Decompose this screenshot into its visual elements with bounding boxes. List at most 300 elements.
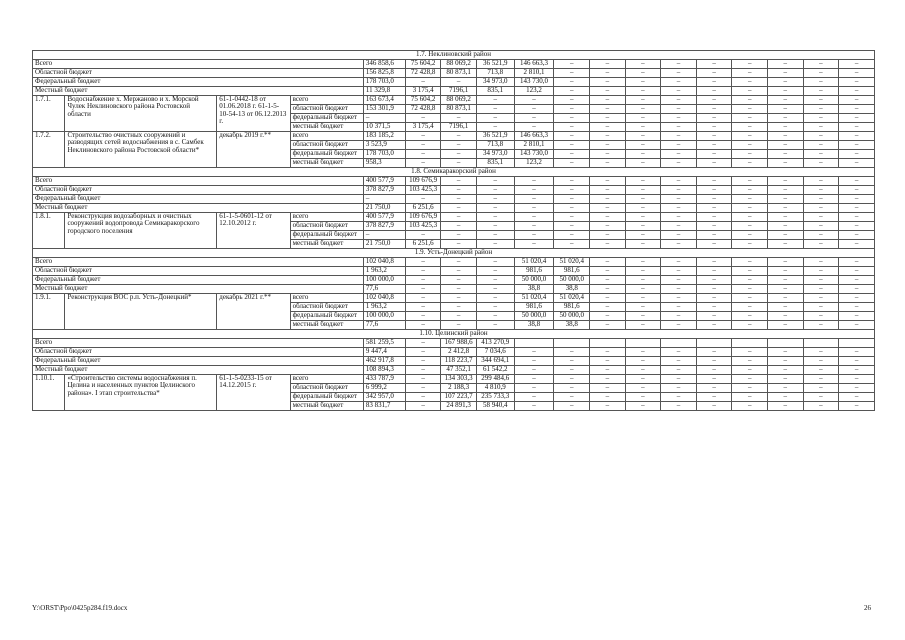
- total-label: Всего: [33, 177, 364, 186]
- section-title: 1.8. Семикаракорский район: [33, 168, 875, 177]
- total-value: –: [732, 276, 768, 285]
- total-value: –: [405, 285, 441, 294]
- project-value: –: [696, 96, 732, 105]
- section-total-row: [33, 285, 875, 294]
- project-value: –: [696, 141, 732, 150]
- total-value: 413 270,9: [476, 339, 514, 348]
- total-value: –: [732, 267, 768, 276]
- project-value: –: [554, 159, 590, 168]
- total-value: –: [441, 285, 477, 294]
- project-value: 153 301,9: [363, 105, 405, 114]
- project-value: –: [590, 159, 626, 168]
- project-value: –: [590, 294, 626, 303]
- project-value: 4 810,9: [476, 384, 514, 393]
- project-value: –: [514, 213, 554, 222]
- funding-source: местный бюджет: [290, 159, 363, 168]
- project-value: –: [514, 240, 554, 249]
- total-value: 77,6: [363, 285, 405, 294]
- project-value: –: [590, 132, 626, 141]
- total-value: 981,6: [554, 267, 590, 276]
- total-value: –: [732, 60, 768, 69]
- total-value: 80 873,1: [441, 69, 477, 78]
- project-value: 36 521,9: [476, 132, 514, 141]
- total-value: –: [405, 78, 441, 87]
- project-value: –: [405, 402, 441, 411]
- project-value: –: [767, 105, 803, 114]
- project-value: –: [590, 240, 626, 249]
- total-value: –: [441, 195, 477, 204]
- funding-source: областной бюджет: [290, 222, 363, 231]
- project-value: –: [732, 141, 768, 150]
- total-value: 1 963,2: [363, 267, 405, 276]
- project-value: 88 069,2: [441, 96, 477, 105]
- total-label: Местный бюджет: [33, 87, 364, 96]
- total-value: –: [696, 204, 732, 213]
- total-value: 34 973,0: [476, 78, 514, 87]
- total-value: –: [590, 366, 626, 375]
- project-value: –: [803, 114, 839, 123]
- project-value: –: [661, 132, 697, 141]
- total-value: 108 894,3: [363, 366, 405, 375]
- project-value: –: [803, 222, 839, 231]
- project-value: –: [732, 294, 768, 303]
- total-value: –: [696, 78, 732, 87]
- total-value: –: [803, 195, 839, 204]
- project-value: –: [363, 114, 405, 123]
- total-value: –: [839, 258, 875, 267]
- total-value: –: [661, 285, 697, 294]
- total-value: –: [803, 285, 839, 294]
- total-value: 51 020,4: [554, 258, 590, 267]
- total-value: –: [476, 177, 514, 186]
- total-value: –: [590, 267, 626, 276]
- project-value: –: [661, 96, 697, 105]
- total-value: –: [625, 267, 661, 276]
- project-value: –: [732, 213, 768, 222]
- project-value: –: [839, 231, 875, 240]
- project-value: 178 703,0: [363, 150, 405, 159]
- project-name: Строительство очистных сооружений и разводящих сетей водоснабжения в с. Самбек Неклиновского района Ростовской области*: [65, 132, 217, 168]
- total-value: 51 020,4: [514, 258, 554, 267]
- total-value: [839, 339, 875, 348]
- total-value: 123,2: [514, 87, 554, 96]
- total-value: –: [767, 87, 803, 96]
- project-value: –: [839, 393, 875, 402]
- total-value: –: [625, 69, 661, 78]
- project-value: 109 676,9: [405, 213, 441, 222]
- total-value: –: [590, 177, 626, 186]
- project-value: –: [767, 375, 803, 384]
- total-value: –: [839, 267, 875, 276]
- project-value: 3 523,9: [363, 141, 405, 150]
- total-value: –: [590, 78, 626, 87]
- project-value: –: [803, 159, 839, 168]
- section-header-row: [33, 330, 875, 339]
- project-value: –: [839, 294, 875, 303]
- total-value: 178 703,0: [363, 78, 405, 87]
- total-value: 38,8: [514, 285, 554, 294]
- project-document: декабрь 2021 г.**: [217, 294, 290, 330]
- total-value: 100 000,0: [363, 276, 405, 285]
- project-value: 102 040,8: [363, 294, 405, 303]
- project-value: –: [590, 393, 626, 402]
- project-value: –: [696, 213, 732, 222]
- total-value: 344 694,1: [476, 357, 514, 366]
- project-value: –: [554, 96, 590, 105]
- project-value: –: [405, 141, 441, 150]
- project-value: 958,3: [363, 159, 405, 168]
- project-value: –: [767, 141, 803, 150]
- total-value: –: [803, 177, 839, 186]
- project-value: –: [554, 132, 590, 141]
- project-value: –: [590, 150, 626, 159]
- project-value: –: [839, 159, 875, 168]
- total-value: –: [590, 348, 626, 357]
- project-value: –: [441, 114, 477, 123]
- project-value: –: [661, 240, 697, 249]
- total-value: –: [696, 267, 732, 276]
- project-value: –: [767, 312, 803, 321]
- funding-source: местный бюджет: [290, 321, 363, 330]
- project-value: –: [696, 222, 732, 231]
- project-value: 38,8: [514, 321, 554, 330]
- project-value: –: [839, 312, 875, 321]
- project-value: –: [625, 105, 661, 114]
- project-value: –: [441, 321, 477, 330]
- total-value: –: [767, 258, 803, 267]
- section-total-row: [33, 348, 875, 357]
- project-value: –: [767, 294, 803, 303]
- project-value: –: [441, 312, 477, 321]
- funding-source: всего: [290, 132, 363, 141]
- project-value: –: [554, 384, 590, 393]
- total-value: –: [803, 366, 839, 375]
- project-value: –: [625, 303, 661, 312]
- total-value: –: [696, 195, 732, 204]
- project-value: –: [590, 222, 626, 231]
- project-value: –: [405, 303, 441, 312]
- project-value: 6 999,2: [363, 384, 405, 393]
- total-value: –: [661, 267, 697, 276]
- project-value: –: [732, 123, 768, 132]
- funding-source: областной бюджет: [290, 303, 363, 312]
- project-value: –: [625, 231, 661, 240]
- section-header-row: [33, 51, 875, 60]
- project-value: –: [441, 213, 477, 222]
- project-value: –: [732, 231, 768, 240]
- project-value: 7196,1: [441, 123, 477, 132]
- total-value: –: [661, 186, 697, 195]
- project-value: –: [514, 384, 554, 393]
- project-document: декабрь 2019 г.**: [217, 132, 290, 168]
- project-code: 1.7.2.: [33, 132, 65, 168]
- total-value: –: [625, 258, 661, 267]
- total-value: –: [476, 285, 514, 294]
- total-value: –: [514, 177, 554, 186]
- total-value: –: [732, 366, 768, 375]
- total-value: –: [696, 366, 732, 375]
- total-value: –: [625, 276, 661, 285]
- project-value: –: [803, 321, 839, 330]
- project-value: –: [839, 213, 875, 222]
- project-value: –: [405, 150, 441, 159]
- total-value: 7 034,6: [476, 348, 514, 357]
- total-value: –: [803, 186, 839, 195]
- total-value: –: [803, 78, 839, 87]
- project-value: 21 750,0: [363, 240, 405, 249]
- total-value: –: [767, 78, 803, 87]
- project-value: –: [839, 240, 875, 249]
- project-value: –: [625, 393, 661, 402]
- project-value: –: [625, 402, 661, 411]
- project-value: –: [732, 159, 768, 168]
- section-total-row: [33, 78, 875, 87]
- total-value: –: [554, 195, 590, 204]
- project-value: –: [767, 303, 803, 312]
- project-value: 235 733,3: [476, 393, 514, 402]
- project-value: –: [625, 159, 661, 168]
- project-value: –: [839, 375, 875, 384]
- project-value: –: [625, 312, 661, 321]
- project-value: –: [839, 96, 875, 105]
- project-value: 342 957,0: [363, 393, 405, 402]
- project-value: –: [803, 312, 839, 321]
- total-value: –: [767, 60, 803, 69]
- project-value: –: [590, 321, 626, 330]
- total-value: –: [625, 186, 661, 195]
- project-value: –: [767, 96, 803, 105]
- project-value: –: [476, 96, 514, 105]
- project-value: –: [803, 402, 839, 411]
- project-value: –: [441, 240, 477, 249]
- project-value: –: [405, 312, 441, 321]
- project-value: –: [661, 294, 697, 303]
- project-value: 1 963,2: [363, 303, 405, 312]
- project-value: –: [839, 150, 875, 159]
- total-value: –: [661, 258, 697, 267]
- project-value: 713,8: [476, 141, 514, 150]
- project-value: –: [696, 384, 732, 393]
- project-value: –: [514, 393, 554, 402]
- total-value: –: [767, 276, 803, 285]
- total-value: –: [590, 204, 626, 213]
- total-value: –: [554, 204, 590, 213]
- funding-source: местный бюджет: [290, 240, 363, 249]
- total-value: –: [554, 177, 590, 186]
- total-value: –: [732, 69, 768, 78]
- project-value: 83 831,7: [363, 402, 405, 411]
- project-value: –: [661, 375, 697, 384]
- total-value: –: [441, 267, 477, 276]
- total-value: –: [405, 258, 441, 267]
- project-value: –: [590, 105, 626, 114]
- project-value: –: [661, 159, 697, 168]
- total-value: –: [514, 186, 554, 195]
- project-value: 981,6: [514, 303, 554, 312]
- total-value: –: [554, 69, 590, 78]
- project-value: 24 891,3: [441, 402, 477, 411]
- project-value: –: [696, 114, 732, 123]
- project-value: –: [803, 105, 839, 114]
- total-value: 75 604,2: [405, 60, 441, 69]
- project-value: –: [554, 123, 590, 132]
- total-label: Всего: [33, 60, 364, 69]
- total-value: –: [554, 348, 590, 357]
- total-value: –: [732, 186, 768, 195]
- project-value: –: [476, 240, 514, 249]
- total-value: –: [839, 276, 875, 285]
- project-value: 50 000,0: [514, 312, 554, 321]
- project-value: –: [476, 312, 514, 321]
- project-value: –: [625, 240, 661, 249]
- project-value: –: [661, 222, 697, 231]
- project-name: «Строительство системы водоснабжения п. Целина и населенных пунктов Целинского района». I этап строительства*: [65, 375, 217, 411]
- project-value: –: [732, 402, 768, 411]
- project-value: –: [514, 222, 554, 231]
- project-value: –: [363, 231, 405, 240]
- total-value: –: [732, 258, 768, 267]
- total-value: –: [514, 366, 554, 375]
- project-value: –: [405, 114, 441, 123]
- project-value: –: [441, 294, 477, 303]
- funding-source: местный бюджет: [290, 123, 363, 132]
- total-value: –: [476, 204, 514, 213]
- total-value: 72 428,8: [405, 69, 441, 78]
- project-value: –: [590, 384, 626, 393]
- project-value: –: [661, 303, 697, 312]
- total-label: Областной бюджет: [33, 348, 364, 357]
- project-value: –: [661, 321, 697, 330]
- project-value: –: [839, 141, 875, 150]
- project-code: 1.7.1.: [33, 96, 65, 132]
- project-value: 123,2: [514, 159, 554, 168]
- project-value: –: [554, 375, 590, 384]
- total-value: –: [767, 348, 803, 357]
- project-value: –: [839, 321, 875, 330]
- project-name: Реконструкция ВОС р.п. Усть-Донецкий*: [65, 294, 217, 330]
- total-value: [661, 339, 697, 348]
- project-value: –: [767, 384, 803, 393]
- project-value: –: [661, 213, 697, 222]
- total-value: 109 676,9: [405, 177, 441, 186]
- total-value: –: [732, 78, 768, 87]
- project-value: –: [590, 123, 626, 132]
- total-value: –: [803, 348, 839, 357]
- project-value: –: [441, 150, 477, 159]
- project-value: –: [554, 393, 590, 402]
- total-value: –: [476, 267, 514, 276]
- total-value: 146 663,3: [514, 60, 554, 69]
- total-value: –: [803, 204, 839, 213]
- project-value: –: [554, 141, 590, 150]
- total-value: –: [839, 348, 875, 357]
- total-value: –: [554, 366, 590, 375]
- total-value: –: [590, 60, 626, 69]
- total-value: –: [696, 285, 732, 294]
- section-total-row: [33, 60, 875, 69]
- total-value: –: [554, 78, 590, 87]
- project-document: 61-1-5-0233-15 от 14.12.2015 г.: [217, 375, 290, 411]
- section-title: 1.9. Усть-Донецкий район: [33, 249, 875, 258]
- project-value: –: [839, 402, 875, 411]
- total-value: –: [839, 69, 875, 78]
- total-value: –: [405, 357, 441, 366]
- funding-source: всего: [290, 213, 363, 222]
- project-value: –: [514, 402, 554, 411]
- total-value: 50 000,0: [554, 276, 590, 285]
- total-value: –: [803, 267, 839, 276]
- project-value: –: [661, 393, 697, 402]
- total-value: [514, 339, 554, 348]
- total-value: 156 825,8: [363, 69, 405, 78]
- project-value: 2 810,1: [514, 141, 554, 150]
- section-total-row: [33, 267, 875, 276]
- project-value: –: [554, 114, 590, 123]
- total-value: –: [590, 69, 626, 78]
- project-value: –: [767, 123, 803, 132]
- total-value: 6 251,6: [405, 204, 441, 213]
- total-value: 167 988,6: [441, 339, 477, 348]
- total-value: 103 425,3: [405, 186, 441, 195]
- project-value: –: [696, 132, 732, 141]
- project-value: –: [803, 231, 839, 240]
- total-value: 61 542,2: [476, 366, 514, 375]
- total-value: 2 810,1: [514, 69, 554, 78]
- funding-source: федеральный бюджет: [290, 231, 363, 240]
- project-value: –: [696, 294, 732, 303]
- project-value: –: [476, 114, 514, 123]
- project-value: –: [732, 312, 768, 321]
- project-value: –: [405, 159, 441, 168]
- project-value: –: [732, 375, 768, 384]
- project-code: 1.8.1.: [33, 213, 65, 249]
- project-value: –: [590, 402, 626, 411]
- total-value: –: [441, 276, 477, 285]
- project-name: Водоснабжение х. Мержаново и х. Морской Чулек Неклиновского района Ростовской области: [65, 96, 217, 132]
- project-value: 103 425,3: [405, 222, 441, 231]
- total-value: –: [405, 366, 441, 375]
- total-value: –: [514, 204, 554, 213]
- total-value: [554, 339, 590, 348]
- project-value: –: [767, 231, 803, 240]
- project-value: –: [839, 105, 875, 114]
- total-label: Местный бюджет: [33, 204, 364, 213]
- total-value: –: [661, 276, 697, 285]
- total-value: –: [767, 357, 803, 366]
- project-value: –: [696, 312, 732, 321]
- project-value: 2 188,3: [441, 384, 477, 393]
- project-value: –: [803, 141, 839, 150]
- total-value: –: [839, 78, 875, 87]
- project-value: –: [554, 402, 590, 411]
- funding-source: федеральный бюджет: [290, 393, 363, 402]
- project-value: –: [590, 303, 626, 312]
- project-value: –: [803, 150, 839, 159]
- project-value: –: [661, 141, 697, 150]
- project-value: 50 000,0: [554, 312, 590, 321]
- total-value: –: [696, 258, 732, 267]
- project-value: –: [732, 321, 768, 330]
- total-value: –: [514, 348, 554, 357]
- total-value: –: [696, 186, 732, 195]
- project-value: –: [661, 231, 697, 240]
- total-value: 3 175,4: [405, 87, 441, 96]
- section-total-row: [33, 339, 875, 348]
- project-value: –: [625, 123, 661, 132]
- project-value: –: [732, 393, 768, 402]
- project-value: –: [661, 105, 697, 114]
- funding-source: всего: [290, 96, 363, 105]
